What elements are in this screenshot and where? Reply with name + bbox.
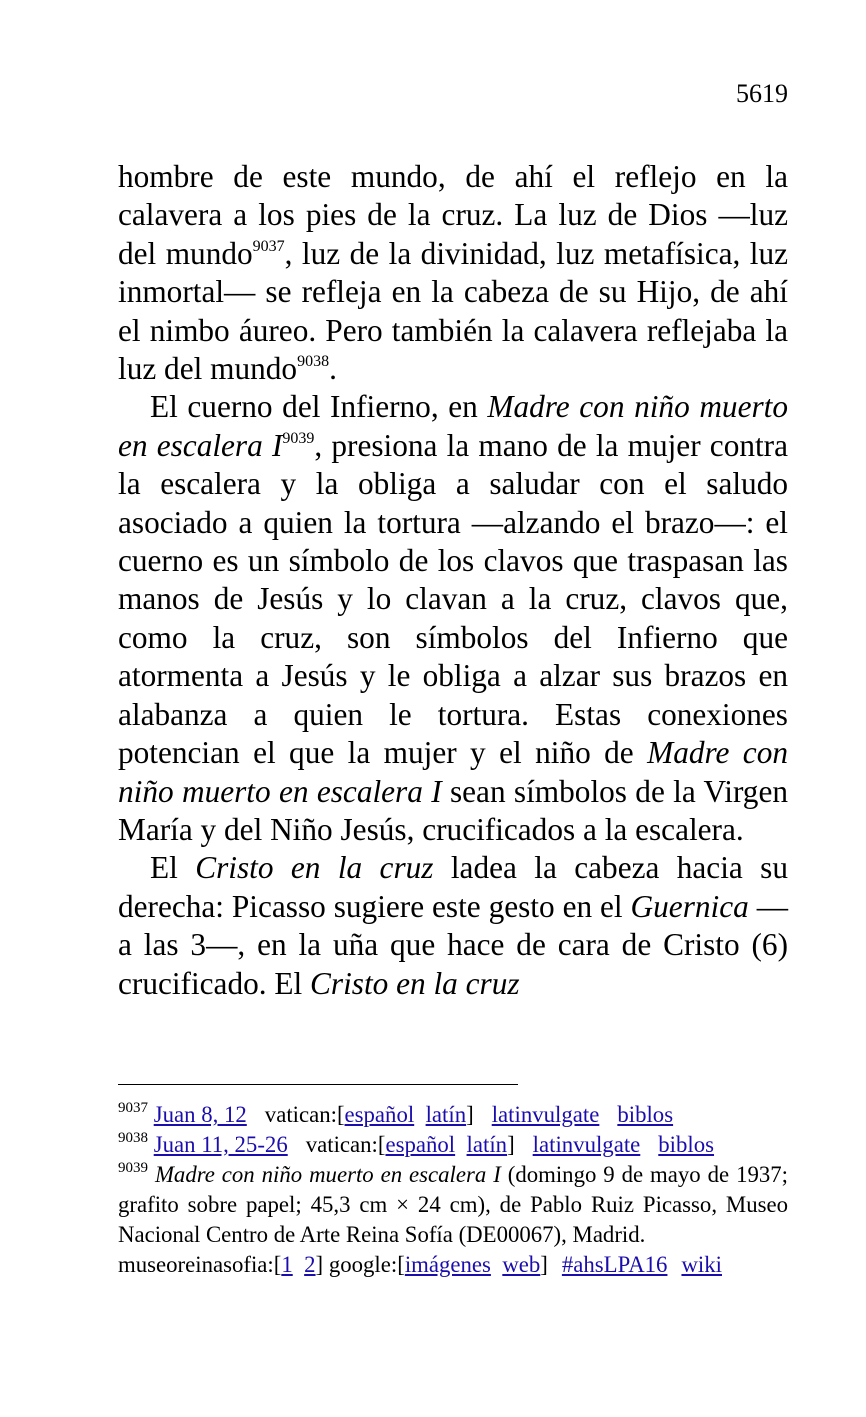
bible-reference-link[interactable]: Juan 8, 12 xyxy=(153,1102,247,1127)
artwork-title: Cristo en la cruz xyxy=(195,850,434,886)
vatican-espanol-link[interactable]: español xyxy=(344,1102,415,1127)
latinvulgate-link[interactable]: latinvulgate xyxy=(491,1102,600,1127)
artwork-title: Madre con niño muerto en escalera I xyxy=(118,389,788,463)
footnote-9038: $^{9038}$ Juan 11, 25-26 vatican:[español latín] latinvulgate biblos xyxy=(118,1130,715,1157)
footnote-9039-links: museoreinasofia:[1 2] google:[imágenes web] #ahsLPA16 wiki xyxy=(118,1252,722,1277)
paragraph-3: El Cristo en la cruz ladea la cabeza hacia su derecha: Picasso sugiere este gesto en el Guernica —a las 3—, en la uña que hace de cara de Cristo (6) crucificado. El Cristo en la cruz xyxy=(118,850,788,1001)
biblos-link[interactable]: biblos xyxy=(658,1132,715,1157)
wiki-link[interactable]: wiki xyxy=(681,1252,722,1277)
footnote-ref-9039[interactable]: 9039 xyxy=(282,429,315,447)
footnote-9039: $^{9039}$ Madre con niño muerto en escalera I (domingo 9 de mayo de 1937; grafito sobre papel; 45,3 cm × 24 cm), de Pablo Ruiz Picasso, Museo Nacional Centro de Arte Reina Sofía (DE00067), Madrid. xyxy=(118,1160,789,1247)
vatican-espanol-link[interactable]: español xyxy=(385,1132,456,1157)
footnote-number: 9038 xyxy=(118,1130,148,1146)
bible-reference-link[interactable]: Juan 11, 25-26 xyxy=(153,1132,288,1157)
footnote-ref-9037[interactable]: 9037 xyxy=(252,237,285,255)
footnote-9037: $^{9037}$ Juan 8, 12 vatican:[español latín] latinvulgate biblos xyxy=(118,1100,674,1127)
museo-link-2[interactable]: 2 xyxy=(304,1252,316,1277)
page-number: 5619 xyxy=(736,79,788,108)
artwork-title: Madre con niño muerto en escalera I xyxy=(154,1162,501,1187)
vatican-latin-link[interactable]: latín xyxy=(425,1102,467,1127)
footnote-number: 9037 xyxy=(118,1100,148,1116)
paragraph-2: El cuerno del Infierno, en Madre con niño muerto en escalera $I^{9039}$, presiona la mano de la mujer contra la escalera y la obliga a saludar con el saludo asociado a quien la tortura —alzando el brazo—: el cuerno es un símbolo de los clavos que traspasan las manos de Jesús y lo clavan a la cruz, clavos que, como la cruz, son símbolos del Infierno que atormenta a Jesús y le obliga a alzar sus brazos en alabanza a quien le tortura. Estas conexiones potencian el que la mujer y el niño de Madre con niño muerto en escalera I sean símbolos de la Virgen María y del Niño Jesús, crucificados a la escalera. xyxy=(118,389,788,847)
google-images-link[interactable]: imágenes xyxy=(404,1252,491,1277)
main-text xyxy=(118,158,788,1003)
artwork-title: Cristo en la cruz xyxy=(310,965,520,1001)
hashtag-link[interactable]: #ahsLPA16 xyxy=(561,1252,668,1277)
latinvulgate-link[interactable]: latinvulgate xyxy=(532,1132,641,1157)
vatican-latin-link[interactable]: latín xyxy=(466,1132,508,1157)
footnotes xyxy=(118,1100,788,1280)
artwork-title: Madre con niño muerto en escalera I xyxy=(118,735,788,809)
footnote-ref-9038[interactable]: 9038 xyxy=(297,353,330,371)
footnote-number: 9039 xyxy=(118,1160,148,1176)
museo-link-1[interactable]: 1 xyxy=(281,1252,293,1277)
google-web-link[interactable]: web xyxy=(502,1252,541,1277)
artwork-title: Guernica xyxy=(630,888,749,924)
biblos-link[interactable]: biblos xyxy=(617,1102,674,1127)
footnote-separator xyxy=(118,1084,518,1085)
paragraph-1: hombre de este mundo, de ahí el reflejo en la calavera a los pies de la cruz. La luz de Dios —luz del mundo$^{9037}$, luz de la divinidad, luz metafísica, luz inmortal— se refleja en la cabeza de su Hijo, de ahí el nimbo áureo. Pero también la calavera reflejaba la luz del mundo$^{9038}$. xyxy=(118,159,788,387)
